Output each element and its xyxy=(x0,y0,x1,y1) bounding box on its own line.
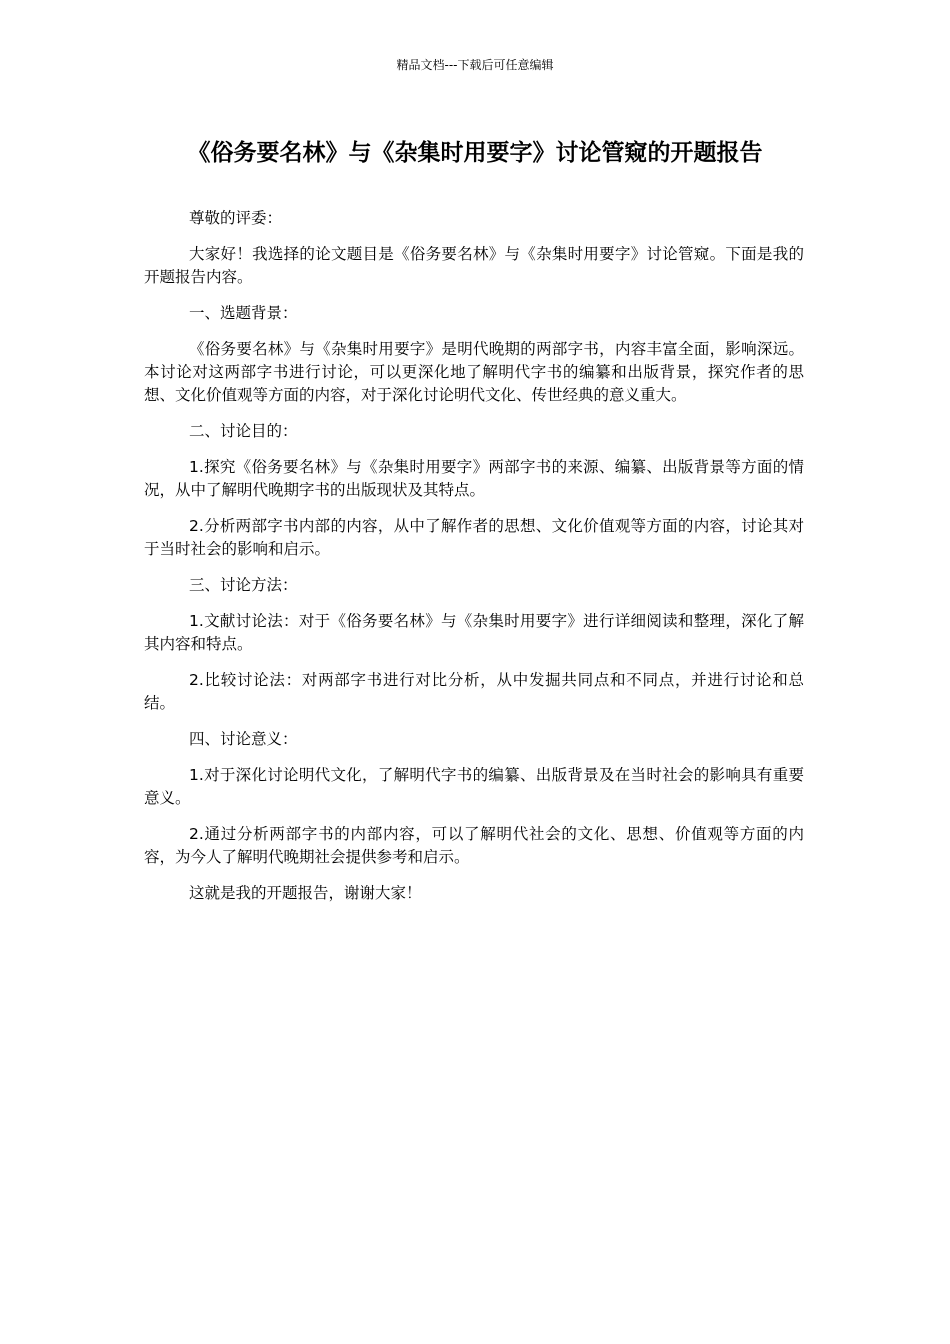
purpose-item-2: 2.分析两部字书内部的内容，从中了解作者的思想、文化价值观等方面的内容，讨论其对于当时社会的影响和启示。 xyxy=(144,517,804,558)
salutation: 尊敬的评委： xyxy=(189,209,283,227)
significance-item-2: 2.通过分析两部字书的内部内容，可以了解明代社会的文化、思想、价值观等方面的内容，为今人了解明代晚期社会提供参考和启示。 xyxy=(144,825,804,866)
method-item-1: 1.文献讨论法：对于《俗务要名林》与《杂集时用要字》进行详细阅读和整理，深化了解其内容和特点。 xyxy=(144,612,804,653)
purpose-item-1: 1.探究《俗务要名林》与《杂集时用要字》两部字书的来源、编纂、出版背景等方面的情况，从中了解明代晚期字书的出版现状及其特点。 xyxy=(144,458,804,499)
method-item-2: 2.比较讨论法：对两部字书进行对比分析，从中发掘共同点和不同点，并进行讨论和总结。 xyxy=(144,671,804,712)
section-heading-background: 一、选题背景： xyxy=(189,304,298,322)
document-title: 《俗务要名林》与《杂集时用要字》讨论管窥的开题报告 xyxy=(187,140,763,166)
significance-item-1: 1.对于深化讨论明代文化，了解明代字书的编纂、出版背景及在当时社会的影响具有重要意义。 xyxy=(144,766,804,807)
closing-paragraph: 这就是我的开题报告，谢谢大家！ xyxy=(189,884,422,902)
intro-paragraph: 大家好！我选择的论文题目是《俗务要名林》与《杂集时用要字》讨论管窥。下面是我的开题报告内容。 xyxy=(144,245,804,286)
section-heading-significance: 四、讨论意义： xyxy=(189,730,298,748)
background-paragraph: 《俗务要名林》与《杂集时用要字》是明代晚期的两部字书，内容丰富全面，影响深远。本讨论对这两部字书进行讨论，可以更深化地了解明代字书的编纂和出版背景，探究作者的思想、文化价值观等方面的内容，对于深化讨论明代文化、传世经典的意义重大。 xyxy=(144,340,804,404)
section-heading-purpose: 二、讨论目的： xyxy=(189,422,298,440)
header-note: 精品文档---下载后可任意编辑 xyxy=(396,58,554,72)
section-heading-method: 三、讨论方法： xyxy=(189,576,298,594)
document-body xyxy=(144,207,804,918)
